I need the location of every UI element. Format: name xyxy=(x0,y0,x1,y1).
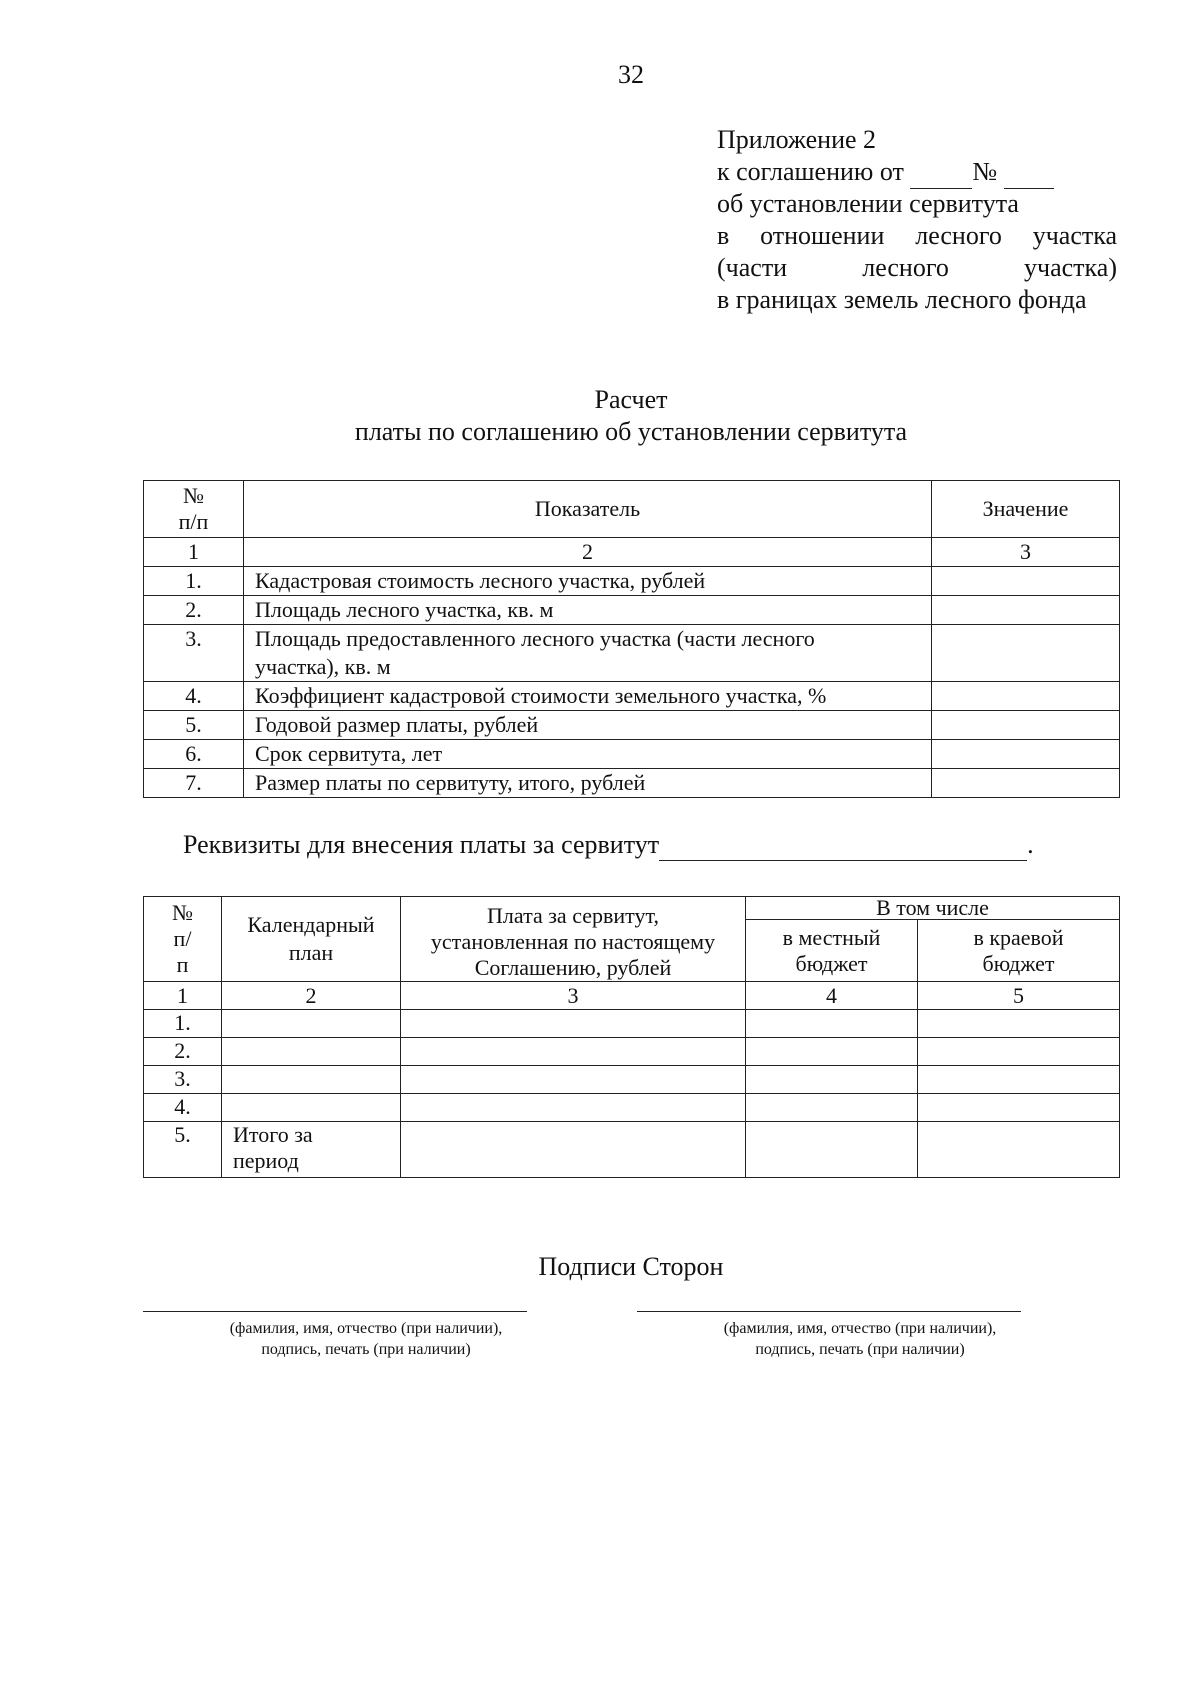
appendix-word: отношении xyxy=(760,221,885,250)
signature-block-left xyxy=(143,1311,527,1360)
table-row xyxy=(144,1038,1120,1066)
header-payment: Плата за сервитут, установленная по настоящему Соглашению, рублей xyxy=(401,897,746,982)
row-number: 6. xyxy=(144,740,244,769)
row-value-cell[interactable] xyxy=(932,596,1120,625)
row-local-budget-cell[interactable] xyxy=(746,1038,918,1066)
row-indicator: Годовой размер платы, рублей xyxy=(244,711,932,740)
appendix-line-1: Приложение 2 xyxy=(717,125,877,154)
row-regional-budget-cell[interactable] xyxy=(918,1010,1120,1038)
header-including: В том числе xyxy=(746,897,1120,920)
row-local-budget-cell[interactable] xyxy=(746,1066,918,1094)
row-local-budget-cell[interactable] xyxy=(746,1094,918,1122)
appendix-agreement-from: к соглашению от xyxy=(717,157,904,186)
signature-caption xyxy=(637,1318,1021,1360)
row-calendar-plan-cell[interactable] xyxy=(222,1010,401,1038)
row-indicator: Площадь предоставленного лесного участка (части лесного участка), кв. м xyxy=(244,625,932,682)
appendix-line-5 xyxy=(717,252,1117,284)
signature-line[interactable] xyxy=(637,1311,1021,1312)
row-value-cell[interactable] xyxy=(932,567,1120,596)
requisites-line xyxy=(183,830,1034,861)
row-regional-budget-cell[interactable] xyxy=(918,1094,1120,1122)
row-number: 1. xyxy=(144,567,244,596)
signatures-title: Подписи Сторон xyxy=(538,1252,724,1281)
header-number: № п/п xyxy=(144,481,244,538)
header-value: Значение xyxy=(932,481,1120,538)
appendix-word: (части xyxy=(717,253,788,282)
row-number: 4. xyxy=(144,682,244,711)
table-row xyxy=(144,596,1120,625)
table-row xyxy=(144,682,1120,711)
column-number: 3 xyxy=(401,982,746,1010)
row-indicator: Коэффициент кадастровой стоимости земельного участка, % xyxy=(244,682,932,711)
appendix-line-3: об установлении сервитута xyxy=(717,189,1019,218)
table-row xyxy=(144,740,1120,769)
header-regional-budget: в краевой бюджет xyxy=(918,920,1120,982)
table-row xyxy=(144,1066,1120,1094)
agreement-number-blank xyxy=(1004,156,1054,189)
calculation-subheading: платы по соглашению об установлении сервитута xyxy=(354,417,908,446)
row-payment-cell[interactable] xyxy=(401,1066,746,1094)
row-calendar-plan-cell[interactable] xyxy=(222,1094,401,1122)
column-numbers-row xyxy=(144,538,1120,567)
column-number: 2 xyxy=(244,538,932,567)
calculation-header-row xyxy=(144,481,1120,538)
table-row-total xyxy=(144,1122,1120,1178)
signature-caption-line-2: подпись, печать (при наличии) xyxy=(755,1341,965,1358)
header-local-budget: в местный бюджет xyxy=(746,920,918,982)
row-number: 7. xyxy=(144,769,244,798)
row-payment-cell[interactable] xyxy=(401,1122,746,1178)
appendix-word: лесного xyxy=(915,221,1002,250)
signature-caption-line-1: (фамилия, имя, отчество (при наличии), xyxy=(723,1320,997,1337)
row-calendar-plan-cell[interactable] xyxy=(222,1066,401,1094)
table-row xyxy=(144,567,1120,596)
column-number: 4 xyxy=(746,982,918,1010)
header-number: № п/ п xyxy=(144,897,222,982)
row-indicator: Размер платы по сервитуту, итого, рублей xyxy=(244,769,932,798)
signature-line[interactable] xyxy=(143,1311,527,1312)
appendix-line-2 xyxy=(717,156,1117,189)
row-number: 3. xyxy=(144,625,244,682)
requisites-blank xyxy=(659,830,1027,861)
row-regional-budget-cell[interactable] xyxy=(918,1038,1120,1066)
column-number: 3 xyxy=(932,538,1120,567)
row-number: 3. xyxy=(144,1066,222,1094)
page-number: 32 xyxy=(618,60,644,89)
calculation-table xyxy=(143,480,1120,798)
appendix-word: участка) xyxy=(1024,253,1117,282)
row-calendar-plan-cell[interactable] xyxy=(222,1038,401,1066)
requisites-period: . xyxy=(1027,830,1034,859)
appendix-word: лесного xyxy=(862,253,949,282)
column-number: 1 xyxy=(144,538,244,567)
row-number: 2. xyxy=(144,596,244,625)
row-payment-cell[interactable] xyxy=(401,1010,746,1038)
row-indicator: Кадастровая стоимость лесного участка, рублей xyxy=(244,567,932,596)
row-number: 2. xyxy=(144,1038,222,1066)
header-indicator: Показатель xyxy=(244,481,932,538)
row-number: 1. xyxy=(144,1010,222,1038)
appendix-line-6: в границах земель лесного фонда xyxy=(717,285,1087,314)
row-local-budget-cell[interactable] xyxy=(746,1122,918,1178)
signature-caption-line-2: подпись, печать (при наличии) xyxy=(261,1341,471,1358)
column-number: 1 xyxy=(144,982,222,1010)
table-row xyxy=(144,769,1120,798)
calculation-heading: Расчет xyxy=(594,385,668,414)
column-number: 2 xyxy=(222,982,401,1010)
header-calendar-plan: Календарный план xyxy=(222,897,401,982)
appendix-number-sign: № xyxy=(972,157,998,186)
appendix-word: в xyxy=(717,221,730,250)
payment-schedule-table xyxy=(143,896,1120,1178)
appendix-line-4 xyxy=(717,220,1117,252)
table-row xyxy=(144,711,1120,740)
agreement-date-blank xyxy=(910,156,972,189)
table-row xyxy=(144,1094,1120,1122)
column-numbers-row xyxy=(144,982,1120,1010)
row-value-cell[interactable] xyxy=(932,740,1120,769)
row-value-cell[interactable] xyxy=(932,625,1120,682)
row-payment-cell[interactable] xyxy=(401,1038,746,1066)
signature-caption xyxy=(143,1318,527,1360)
appendix-word: участка xyxy=(1032,221,1117,250)
row-regional-budget-cell[interactable] xyxy=(918,1122,1120,1178)
column-number: 5 xyxy=(918,982,1120,1010)
row-regional-budget-cell[interactable] xyxy=(918,1066,1120,1094)
table-row xyxy=(144,1010,1120,1038)
row-total-label: Итого за период xyxy=(222,1122,401,1178)
row-number: 5. xyxy=(144,1122,222,1178)
requisites-label: Реквизиты для внесения платы за сервитут xyxy=(183,830,660,859)
calculation-title xyxy=(0,384,1200,448)
table-row xyxy=(144,625,1120,682)
row-value-cell[interactable] xyxy=(932,711,1120,740)
signature-caption-line-1: (фамилия, имя, отчество (при наличии), xyxy=(229,1320,503,1337)
row-value-cell[interactable] xyxy=(932,682,1120,711)
row-indicator: Срок сервитута, лет xyxy=(244,740,932,769)
row-indicator: Площадь лесного участка, кв. м xyxy=(244,596,932,625)
row-number: 4. xyxy=(144,1094,222,1122)
signature-block-right xyxy=(637,1311,1021,1360)
row-value-cell[interactable] xyxy=(932,769,1120,798)
row-local-budget-cell[interactable] xyxy=(746,1010,918,1038)
row-number: 5. xyxy=(144,711,244,740)
schedule-header-row xyxy=(144,897,1120,920)
row-payment-cell[interactable] xyxy=(401,1094,746,1122)
